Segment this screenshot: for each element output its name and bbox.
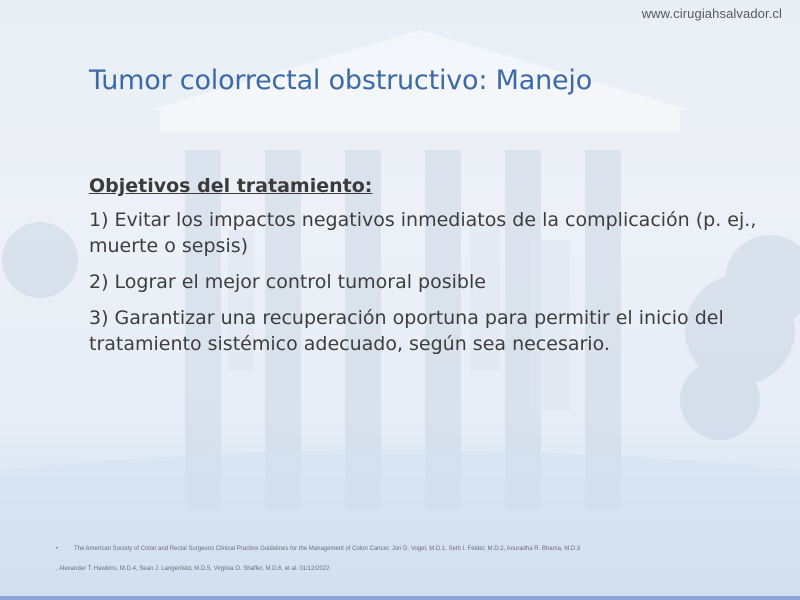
objective-2: 2) Lograr el mejor control tumoral posible [89, 271, 486, 293]
reference-line-1 [56, 539, 580, 559]
site-url: www.cirugiahsalvador.cl [641, 6, 782, 21]
objective-1: 1) Evitar los impactos negativos inmediatos de la complicación (p. ej., muerte o sepsis) [89, 209, 757, 257]
slide-content [89, 175, 779, 367]
objective-3: 3) Garantizar una recuperación oportuna para permitir el inicio del tratamiento sistémico adecuado, según sea necesario. [89, 307, 724, 355]
reference-text-1: The American Society of Colon and Rectal Surgeons Clinical Practice Guidelines for the Management of Colon Cancer. Jon D. Vogel, M.D.1, Seth I. Felder, M.D.2, Anuradha R. Bhama, M.D.3 [74, 546, 581, 552]
section-heading: Objetivos del tratamiento: [89, 175, 373, 197]
references [56, 539, 580, 579]
reference-bullet: • [56, 546, 59, 552]
slide-title: Tumor colorrectal obstructivo: Manejo [89, 65, 593, 96]
reference-line-2: , Alexander T. Hawkins, M.D.4, Sean J. Langenfeld, M.D.5, Virginia O. Shaffer, M.D.6, et al. 01/12/2022 [56, 566, 330, 572]
bottom-accent-bar [0, 596, 800, 600]
